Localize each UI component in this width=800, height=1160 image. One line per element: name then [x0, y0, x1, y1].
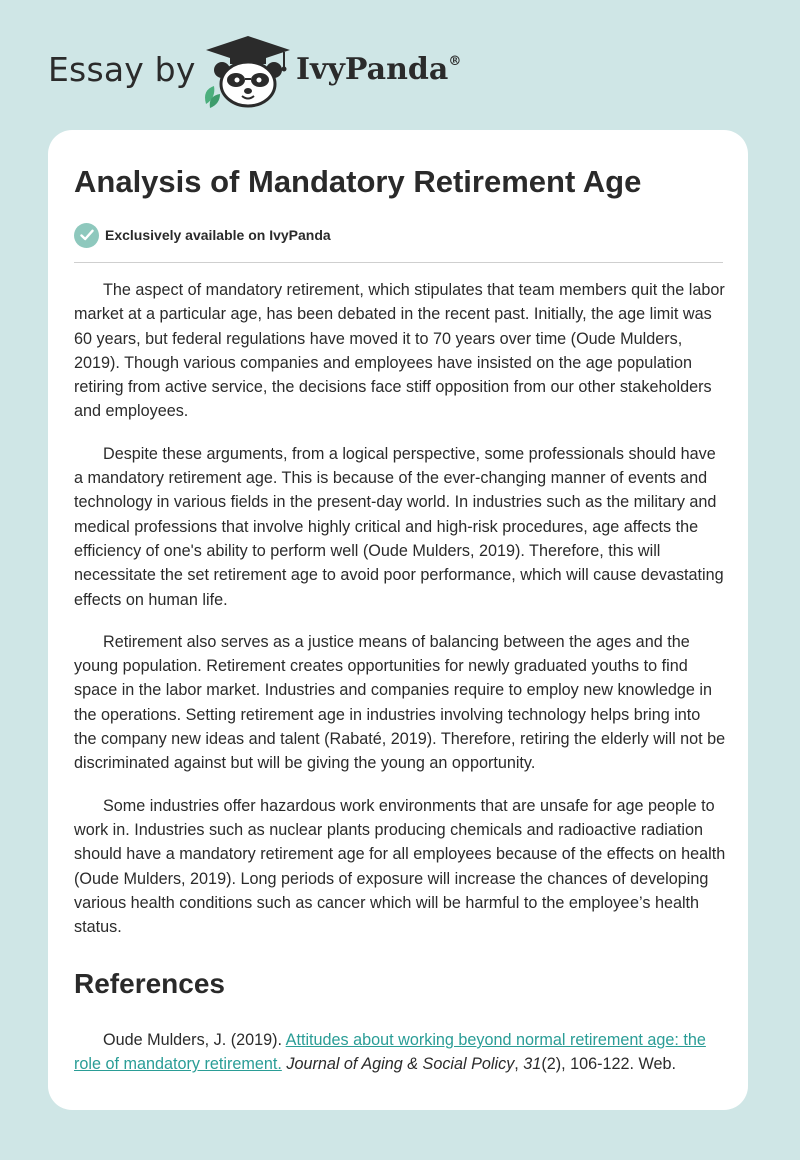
divider — [74, 262, 723, 263]
reference-author-year: Oude Mulders, J. (2019). — [103, 1031, 286, 1049]
paragraph: Some industries offer hazardous work environments that are unsafe for age people to work in. Industries such as nuclear plants producing chemicals and radioactive radiation should have a mandatory retirement age for all employees because of the effects on health (Oude Mulders, 2019). Long periods of exposure will increase the chances of developing various health conditions such as cancer which will be harmful to the employee’s health status. — [74, 796, 726, 937]
reference-journal: Journal of Aging & Social Policy — [286, 1055, 515, 1074]
panda-graduate-icon[interactable] — [200, 34, 296, 110]
page-title: Analysis of Mandatory Retirement Age — [74, 164, 642, 199]
reference-link[interactable]: Attitudes about working beyond normal retirement age: the role of mandatory retirement. — [74, 1031, 706, 1074]
reference-item: Oude Mulders, J. (2019). Attitudes about working beyond normal retirement age: the role of mandatory retirement. Journal of Aging & Social Policy, 31(2), 106-122. Web. — [74, 1031, 706, 1074]
site-header — [0, 0, 800, 130]
paragraph: The aspect of mandatory retirement, which stipulates that team members quit the labor market at a particular age, has been debated in the recent past. Initially, the age limit was 60 years, but federal regulations have moved it to 70 years over time (Oude Mulders, 2019). Though various companies and employees have insisted on the age population retiring from active service, the decisions face stiff opposition from our other stakeholders and employees. — [74, 281, 725, 421]
paragraph: Despite these arguments, from a logical perspective, some professionals should have a mandatory retirement age. This is because of the ever-changing manner of events and technology in various fields in the present-day world. In industries such as the military and medical professions that involve highly critical and high-risk procedures, age affects the efficiency of one's ability to perform well (Oude Mulders, 2019). Therefore, this will necessitate the set retirement age to avoid poor performance, which will cause devastating effects on human life. — [74, 444, 724, 609]
references-heading: References — [74, 968, 225, 999]
exclusive-label: Exclusively available on IvyPanda — [105, 227, 331, 243]
essay-by-label: Essay by — [48, 50, 196, 89]
check-circle-icon — [74, 223, 99, 248]
paragraph: Retirement also serves as a justice means of balancing between the ages and the young population. Retirement creates opportunities for newly graduated youths to find space in the labor market. Industries and companies require to employ new knowledge in the operations. Setting retirement age in industries involving technology helps bring into the company new ideas and talent (Rabaté, 2019). Therefore, retiring the elderly will not be discriminated against but will be giving the young an opportunity. — [74, 632, 726, 773]
brand-logo-text[interactable]: IvyPanda® — [296, 52, 462, 87]
essay-card — [48, 130, 748, 1110]
essay-body — [74, 278, 726, 957]
reference-volume: 31 — [523, 1055, 542, 1074]
exclusive-badge — [74, 222, 331, 248]
reference-issue-pages: (2), 106-122. Web. — [541, 1055, 676, 1074]
